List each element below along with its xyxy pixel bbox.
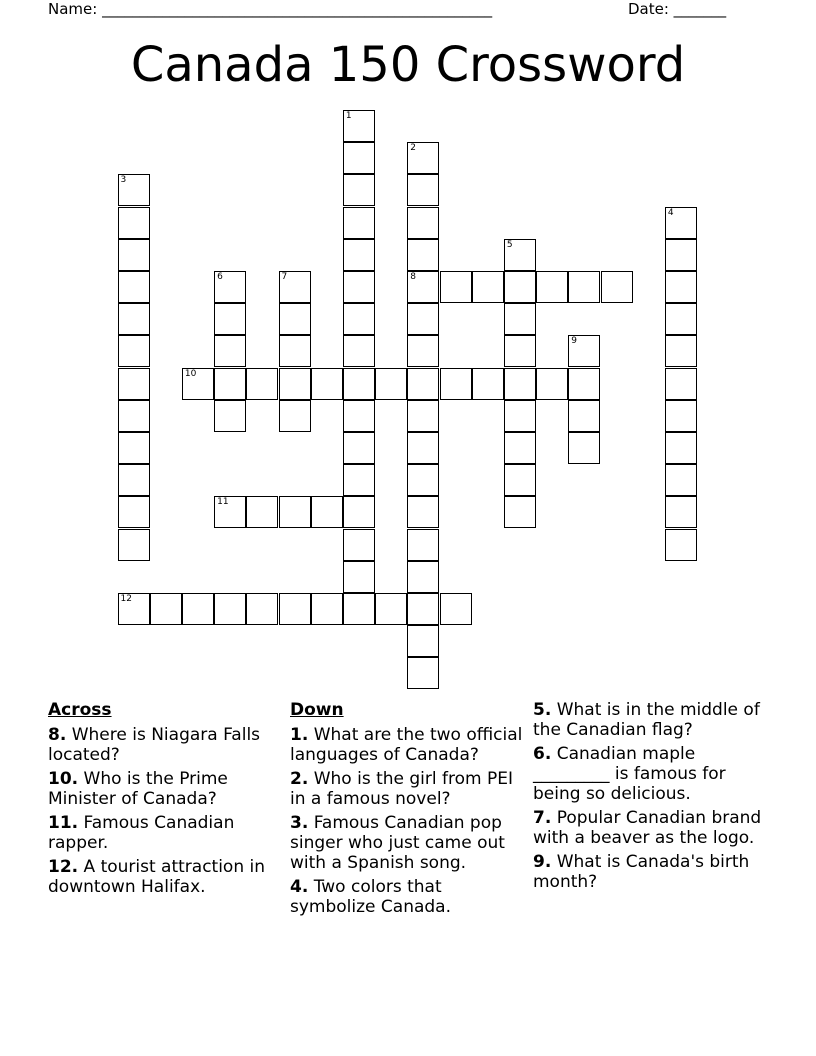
clue-text: Popular Canadian brand with a beaver as the logo. xyxy=(533,808,762,848)
grid-cell-5[interactable] xyxy=(504,239,536,271)
grid-cell[interactable] xyxy=(568,432,600,464)
grid-cell[interactable] xyxy=(407,400,439,432)
grid-cell[interactable] xyxy=(118,432,150,464)
grid-cell[interactable] xyxy=(343,496,375,528)
grid-cell[interactable] xyxy=(665,303,697,335)
grid-cell[interactable] xyxy=(407,657,439,689)
grid-cell[interactable] xyxy=(343,207,375,239)
grid-cell[interactable] xyxy=(118,400,150,432)
grid-cell[interactable] xyxy=(504,271,536,303)
grid-cell[interactable] xyxy=(343,335,375,367)
grid-cell[interactable] xyxy=(118,529,150,561)
grid-cell[interactable] xyxy=(665,432,697,464)
grid-cell[interactable] xyxy=(279,303,311,335)
grid-cell[interactable] xyxy=(504,335,536,367)
clue-number: 5. xyxy=(533,700,552,720)
grid-cell[interactable] xyxy=(407,303,439,335)
grid-cell[interactable] xyxy=(214,593,246,625)
date-field-label: Date: _______ xyxy=(628,0,727,18)
clue-number: 2. xyxy=(290,769,309,789)
grid-cell[interactable] xyxy=(279,335,311,367)
grid-cell[interactable] xyxy=(343,529,375,561)
grid-cell-3[interactable] xyxy=(118,174,150,206)
grid-cell[interactable] xyxy=(536,271,568,303)
clue-down-7 xyxy=(533,808,773,848)
grid-cell[interactable] xyxy=(472,271,504,303)
grid-cell[interactable] xyxy=(472,368,504,400)
across-heading: Across xyxy=(48,700,112,720)
grid-cell[interactable] xyxy=(440,593,472,625)
grid-cell[interactable] xyxy=(311,368,343,400)
grid-cell[interactable] xyxy=(279,368,311,400)
grid-cell[interactable] xyxy=(118,464,150,496)
grid-cell[interactable] xyxy=(343,432,375,464)
grid-cell[interactable] xyxy=(665,335,697,367)
clue-number: 1. xyxy=(290,725,309,745)
clue-number: 8. xyxy=(48,725,67,745)
clue-number: 9. xyxy=(533,852,552,872)
grid-cell-4[interactable] xyxy=(665,207,697,239)
grid-cell[interactable] xyxy=(504,464,536,496)
down-clues xyxy=(290,700,530,921)
grid-cell[interactable] xyxy=(407,432,439,464)
across-clues xyxy=(48,700,288,901)
clue-text: What are the two official languages of Canada? xyxy=(290,725,523,765)
clue-number-label: 12 xyxy=(120,594,132,604)
grid-cell[interactable] xyxy=(504,303,536,335)
clue-across-8 xyxy=(48,725,288,765)
grid-cell[interactable] xyxy=(665,496,697,528)
down-heading: Down xyxy=(290,700,344,720)
grid-cell[interactable] xyxy=(246,593,278,625)
grid-cell-1[interactable] xyxy=(343,110,375,142)
grid-cell[interactable] xyxy=(407,529,439,561)
grid-cell[interactable] xyxy=(214,303,246,335)
grid-cell[interactable] xyxy=(182,593,214,625)
grid-cell[interactable] xyxy=(311,496,343,528)
clue-text: Famous Canadian rapper. xyxy=(48,813,235,853)
grid-cell[interactable] xyxy=(118,368,150,400)
grid-cell[interactable] xyxy=(601,271,633,303)
clue-number-label: 4 xyxy=(667,207,674,218)
clue-text: Who is the Prime Minister of Canada? xyxy=(48,769,228,809)
grid-cell[interactable] xyxy=(343,368,375,400)
grid-cell[interactable] xyxy=(665,464,697,496)
grid-cell[interactable] xyxy=(407,207,439,239)
grid-cell[interactable] xyxy=(407,593,439,625)
clue-number-label: 11 xyxy=(217,497,229,508)
clue-number: 3. xyxy=(290,813,309,833)
grid-cell[interactable] xyxy=(407,368,439,400)
grid-cell[interactable] xyxy=(504,400,536,432)
grid-cell[interactable] xyxy=(568,400,600,432)
clue-text: Canadian maple _________ is famous for being so delicious. xyxy=(533,744,726,804)
grid-cell[interactable] xyxy=(407,239,439,271)
clue-number: 12. xyxy=(48,857,79,877)
clue-number: 10. xyxy=(48,769,79,789)
clue-text: Famous Canadian pop singer who just came out with a Spanish song. xyxy=(290,813,505,873)
grid-cell[interactable] xyxy=(665,239,697,271)
grid-cell[interactable] xyxy=(407,464,439,496)
clue-down-6 xyxy=(533,744,773,804)
clue-number-label: 8 xyxy=(410,272,417,282)
clue-down-9 xyxy=(533,852,773,892)
clue-across-12 xyxy=(48,857,288,897)
grid-cell[interactable] xyxy=(343,303,375,335)
name-field-label: Name: ____________________________________________________ xyxy=(48,0,493,18)
grid-cell[interactable] xyxy=(504,368,536,400)
grid-cell[interactable] xyxy=(118,335,150,367)
grid-cell[interactable] xyxy=(246,368,278,400)
clue-text: A tourist attraction in downtown Halifax. xyxy=(48,857,266,897)
grid-cell-7[interactable] xyxy=(279,271,311,303)
clue-text: Where is Niagara Falls located? xyxy=(48,725,261,765)
grid-cell[interactable] xyxy=(407,335,439,367)
grid-cell-2[interactable] xyxy=(407,142,439,174)
grid-cell-9[interactable] xyxy=(568,335,600,367)
grid-cell[interactable] xyxy=(279,400,311,432)
clue-number-label: 6 xyxy=(217,272,223,282)
grid-cell[interactable] xyxy=(375,368,407,400)
page-title: Canada 150 Crossword xyxy=(130,37,686,93)
grid-cell[interactable] xyxy=(343,400,375,432)
grid-cell[interactable] xyxy=(504,496,536,528)
grid-cell[interactable] xyxy=(214,400,246,432)
grid-cell[interactable] xyxy=(279,593,311,625)
grid-cell[interactable] xyxy=(665,400,697,432)
clue-text: What is Canada's birth month? xyxy=(533,852,750,892)
grid-cell[interactable] xyxy=(440,271,472,303)
clue-number-label: 1 xyxy=(345,111,352,121)
grid-cell[interactable] xyxy=(214,335,246,367)
clue-number-label: 3 xyxy=(120,175,127,186)
clue-text: What is in the middle of the Canadian flag? xyxy=(533,700,760,740)
clue-number: 11. xyxy=(48,813,79,833)
grid-cell[interactable] xyxy=(343,593,375,625)
clue-number-label: 5 xyxy=(506,239,513,250)
grid-cell[interactable] xyxy=(246,496,278,528)
clue-number: 7. xyxy=(533,808,552,828)
grid-cell[interactable] xyxy=(214,368,246,400)
grid-cell[interactable] xyxy=(343,239,375,271)
down-clues-continued xyxy=(533,700,773,896)
grid-cell[interactable] xyxy=(311,593,343,625)
grid-cell[interactable] xyxy=(407,174,439,206)
grid-cell[interactable] xyxy=(665,271,697,303)
grid-cell[interactable] xyxy=(118,303,150,335)
grid-cell[interactable] xyxy=(407,496,439,528)
grid-cell-12[interactable] xyxy=(118,593,150,625)
grid-cell[interactable] xyxy=(375,593,407,625)
clue-down-5 xyxy=(533,700,773,740)
clue-number-label: 9 xyxy=(571,336,578,347)
grid-cell[interactable] xyxy=(536,368,568,400)
grid-cell[interactable] xyxy=(665,368,697,400)
grid-cell[interactable] xyxy=(279,496,311,528)
clue-down-2 xyxy=(290,769,530,809)
clue-text: Who is the girl from PEI in a famous novel? xyxy=(290,769,513,809)
clue-number: 4. xyxy=(290,877,309,897)
clue-down-3 xyxy=(290,813,530,873)
grid-cell[interactable] xyxy=(118,496,150,528)
clue-across-10 xyxy=(48,769,288,809)
clue-number: 6. xyxy=(533,744,552,764)
clue-number-label: 7 xyxy=(281,272,288,282)
grid-cell[interactable] xyxy=(118,239,150,271)
grid-cell[interactable] xyxy=(118,207,150,239)
clue-across-11 xyxy=(48,813,288,853)
grid-cell[interactable] xyxy=(665,529,697,561)
grid-cell[interactable] xyxy=(568,271,600,303)
grid-cell[interactable] xyxy=(407,561,439,593)
grid-cell[interactable] xyxy=(118,271,150,303)
grid-cell[interactable] xyxy=(407,625,439,657)
clue-number-label: 10 xyxy=(184,368,197,379)
grid-cell[interactable] xyxy=(343,561,375,593)
clue-number-label: 2 xyxy=(410,143,417,154)
grid-cell[interactable] xyxy=(568,368,600,400)
grid-cell-6[interactable] xyxy=(214,271,246,303)
grid-cell[interactable] xyxy=(440,368,472,400)
grid-cell-8[interactable] xyxy=(407,271,439,303)
clue-text: Two colors that symbolize Canada. xyxy=(290,877,451,917)
grid-cell-10[interactable] xyxy=(182,368,214,400)
clue-down-1 xyxy=(290,725,530,765)
grid-cell[interactable] xyxy=(504,432,536,464)
grid-cell[interactable] xyxy=(343,174,375,206)
clue-down-4 xyxy=(290,877,530,917)
grid-cell[interactable] xyxy=(343,142,375,174)
grid-cell[interactable] xyxy=(343,464,375,496)
grid-cell[interactable] xyxy=(150,593,182,625)
grid-cell-11[interactable] xyxy=(214,496,246,528)
grid-cell[interactable] xyxy=(343,271,375,303)
